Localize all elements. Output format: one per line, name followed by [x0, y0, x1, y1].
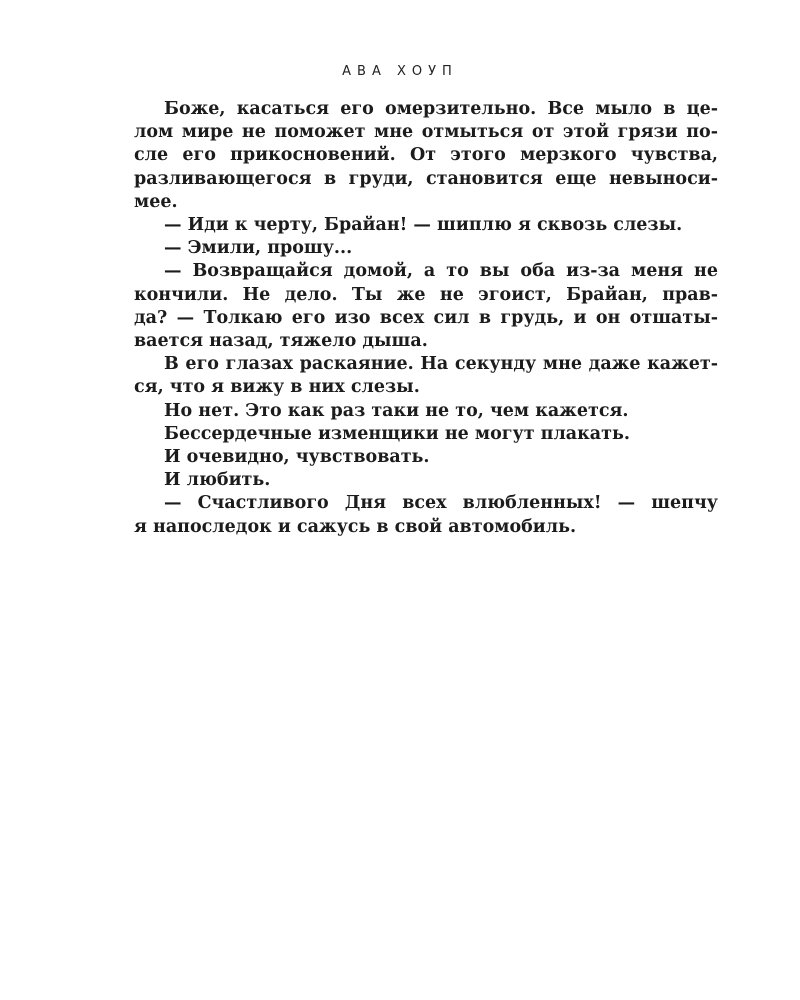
text-line: да? — Толкаю его изо всех сил в грудь, и он отшаты- — [134, 307, 718, 328]
text-line: кончили. Не дело. Ты же не эгоист, Брайан, прав- — [134, 284, 718, 305]
text-line: ся, что я вижу в них слезы. — [134, 377, 420, 398]
text-line: И очевидно, чувствовать. — [164, 447, 430, 468]
text-line: — Эмили, прошу... — [164, 238, 353, 259]
paragraph — [134, 492, 718, 538]
text-line: И любить. — [164, 470, 271, 491]
text-line: я напоследок и сажусь в свой автомобиль. — [134, 516, 577, 537]
text-line: — Счастливого Дня всех влюбленных! — шепчу — [164, 493, 718, 514]
running-header: АВА ХОУП — [342, 64, 458, 79]
text-line: — Иди к черту, Брайан! — шиплю я сквозь слезы. — [164, 215, 683, 236]
text-line: Но нет. Это как раз таки не то, чем кажется. — [164, 400, 629, 421]
paragraph — [134, 98, 718, 214]
text-line: В его глазах раскаяние. На секунду мне даже кажет- — [164, 354, 718, 375]
text-line: разливающегося в груди, становится еще невыноси- — [134, 168, 718, 189]
paragraph — [134, 214, 718, 237]
paragraph — [134, 423, 718, 446]
text-line: Бессердечные изменщики не могут плакать. — [164, 423, 630, 444]
paragraph — [134, 260, 718, 353]
body-text — [134, 98, 718, 539]
text-line: вается назад, тяжело дыша. — [134, 331, 428, 352]
paragraph — [134, 469, 718, 492]
paragraph — [134, 237, 718, 260]
paragraph — [134, 353, 718, 399]
text-line: — Возвращайся домой, а то вы оба из-за меня не — [164, 261, 718, 282]
paragraph — [134, 400, 718, 423]
paragraph — [134, 446, 718, 469]
text-line: лом мире не поможет мне отмыться от этой грязи по- — [134, 122, 718, 143]
text-line: Боже, касаться его омерзительно. Все мыло в це- — [164, 99, 718, 119]
text-line: мее. — [134, 191, 178, 212]
text-line: сле его прикосновений. От этого мерзкого чувства, — [134, 145, 718, 166]
